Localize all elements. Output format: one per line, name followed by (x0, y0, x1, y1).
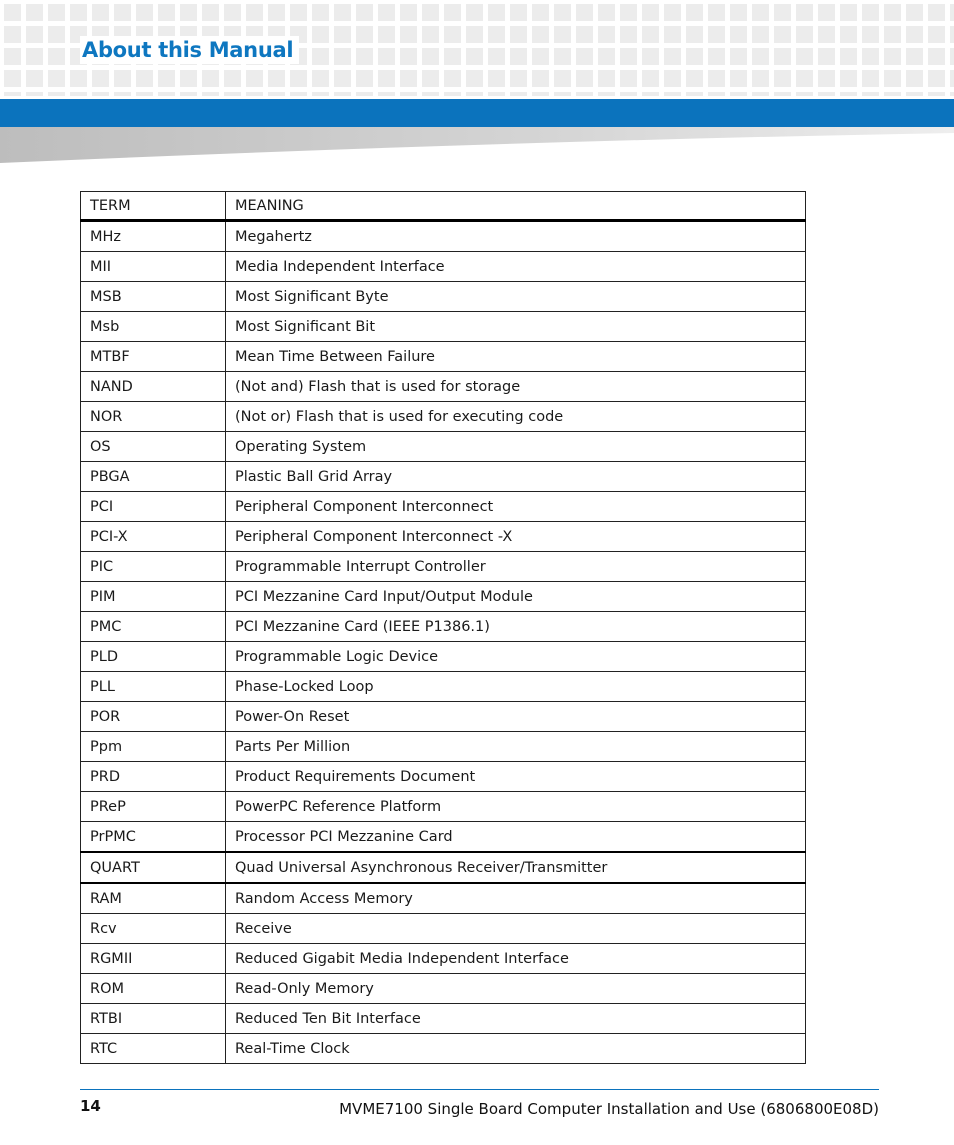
meaning-cell: Peripheral Component Interconnect (226, 492, 806, 522)
meaning-cell: PCI Mezzanine Card (IEEE P1386.1) (226, 612, 806, 642)
term-cell: PMC (81, 612, 226, 642)
header-blue-bar (0, 99, 954, 127)
column-header-term: TERM (81, 192, 226, 221)
table-header-row (81, 192, 806, 221)
table-row (81, 342, 806, 372)
page-title: About this Manual (80, 36, 299, 64)
column-header-meaning: MEANING (226, 192, 806, 221)
term-cell: PrPMC (81, 822, 226, 853)
page-number: 14 (80, 1097, 101, 1115)
meaning-cell: Most Significant Bit (226, 312, 806, 342)
header-grey-swoosh (0, 127, 954, 163)
meaning-cell: Random Access Memory (226, 883, 806, 914)
term-cell: PIM (81, 582, 226, 612)
term-cell: PCI (81, 492, 226, 522)
meaning-cell: Parts Per Million (226, 732, 806, 762)
meaning-cell: Media Independent Interface (226, 252, 806, 282)
meaning-cell: Phase-Locked Loop (226, 672, 806, 702)
table-row (81, 702, 806, 732)
table-row (81, 1034, 806, 1064)
table-row (81, 402, 806, 432)
term-cell: ROM (81, 974, 226, 1004)
term-cell: RGMII (81, 944, 226, 974)
glossary-table (80, 191, 806, 1064)
table-row (81, 582, 806, 612)
meaning-cell: Programmable Logic Device (226, 642, 806, 672)
meaning-cell: Reduced Gigabit Media Independent Interface (226, 944, 806, 974)
term-cell: PCI-X (81, 522, 226, 552)
table-row (81, 792, 806, 822)
meaning-cell: PCI Mezzanine Card Input/Output Module (226, 582, 806, 612)
term-cell: Ppm (81, 732, 226, 762)
term-cell: NAND (81, 372, 226, 402)
table-row (81, 432, 806, 462)
term-cell: POR (81, 702, 226, 732)
term-cell: RAM (81, 883, 226, 914)
table-row (81, 914, 806, 944)
meaning-cell: (Not and) Flash that is used for storage (226, 372, 806, 402)
term-cell: PIC (81, 552, 226, 582)
term-cell: NOR (81, 402, 226, 432)
table-row (81, 822, 806, 853)
term-cell: PLD (81, 642, 226, 672)
term-cell: QUART (81, 852, 226, 883)
footer-rule (80, 1089, 879, 1090)
term-cell: Rcv (81, 914, 226, 944)
term-cell: OS (81, 432, 226, 462)
meaning-cell: Most Significant Byte (226, 282, 806, 312)
term-cell: PReP (81, 792, 226, 822)
table-row (81, 944, 806, 974)
term-cell: MTBF (81, 342, 226, 372)
term-cell: PLL (81, 672, 226, 702)
term-cell: RTC (81, 1034, 226, 1064)
meaning-cell: Read-Only Memory (226, 974, 806, 1004)
table-row (81, 1004, 806, 1034)
meaning-cell: Programmable Interrupt Controller (226, 552, 806, 582)
meaning-cell: Plastic Ball Grid Array (226, 462, 806, 492)
term-cell: MHz (81, 221, 226, 252)
term-cell: RTBI (81, 1004, 226, 1034)
meaning-cell: Mean Time Between Failure (226, 342, 806, 372)
term-cell: PRD (81, 762, 226, 792)
table-row (81, 522, 806, 552)
footer-document-title: MVME7100 Single Board Computer Installation and Use (6806800E08D) (339, 1100, 879, 1118)
meaning-cell: Real-Time Clock (226, 1034, 806, 1064)
table-row (81, 282, 806, 312)
table-row (81, 883, 806, 914)
meaning-cell: (Not or) Flash that is used for executing code (226, 402, 806, 432)
table-row (81, 312, 806, 342)
table-row (81, 642, 806, 672)
table-row (81, 252, 806, 282)
table-row (81, 852, 806, 883)
meaning-cell: Megahertz (226, 221, 806, 252)
table-row (81, 221, 806, 252)
term-cell: PBGA (81, 462, 226, 492)
term-cell: MSB (81, 282, 226, 312)
meaning-cell: Reduced Ten Bit Interface (226, 1004, 806, 1034)
meaning-cell: Operating System (226, 432, 806, 462)
table-row (81, 462, 806, 492)
meaning-cell: Product Requirements Document (226, 762, 806, 792)
meaning-cell: Processor PCI Mezzanine Card (226, 822, 806, 853)
table-row (81, 552, 806, 582)
table-row (81, 672, 806, 702)
meaning-cell: Peripheral Component Interconnect -X (226, 522, 806, 552)
table-row (81, 492, 806, 522)
meaning-cell: Power-On Reset (226, 702, 806, 732)
table-row (81, 372, 806, 402)
term-cell: MII (81, 252, 226, 282)
glossary-body (81, 221, 806, 1064)
meaning-cell: Receive (226, 914, 806, 944)
table-row (81, 612, 806, 642)
table-row (81, 732, 806, 762)
term-cell: Msb (81, 312, 226, 342)
table-row (81, 762, 806, 792)
meaning-cell: PowerPC Reference Platform (226, 792, 806, 822)
table-row (81, 974, 806, 1004)
meaning-cell: Quad Universal Asynchronous Receiver/Transmitter (226, 852, 806, 883)
